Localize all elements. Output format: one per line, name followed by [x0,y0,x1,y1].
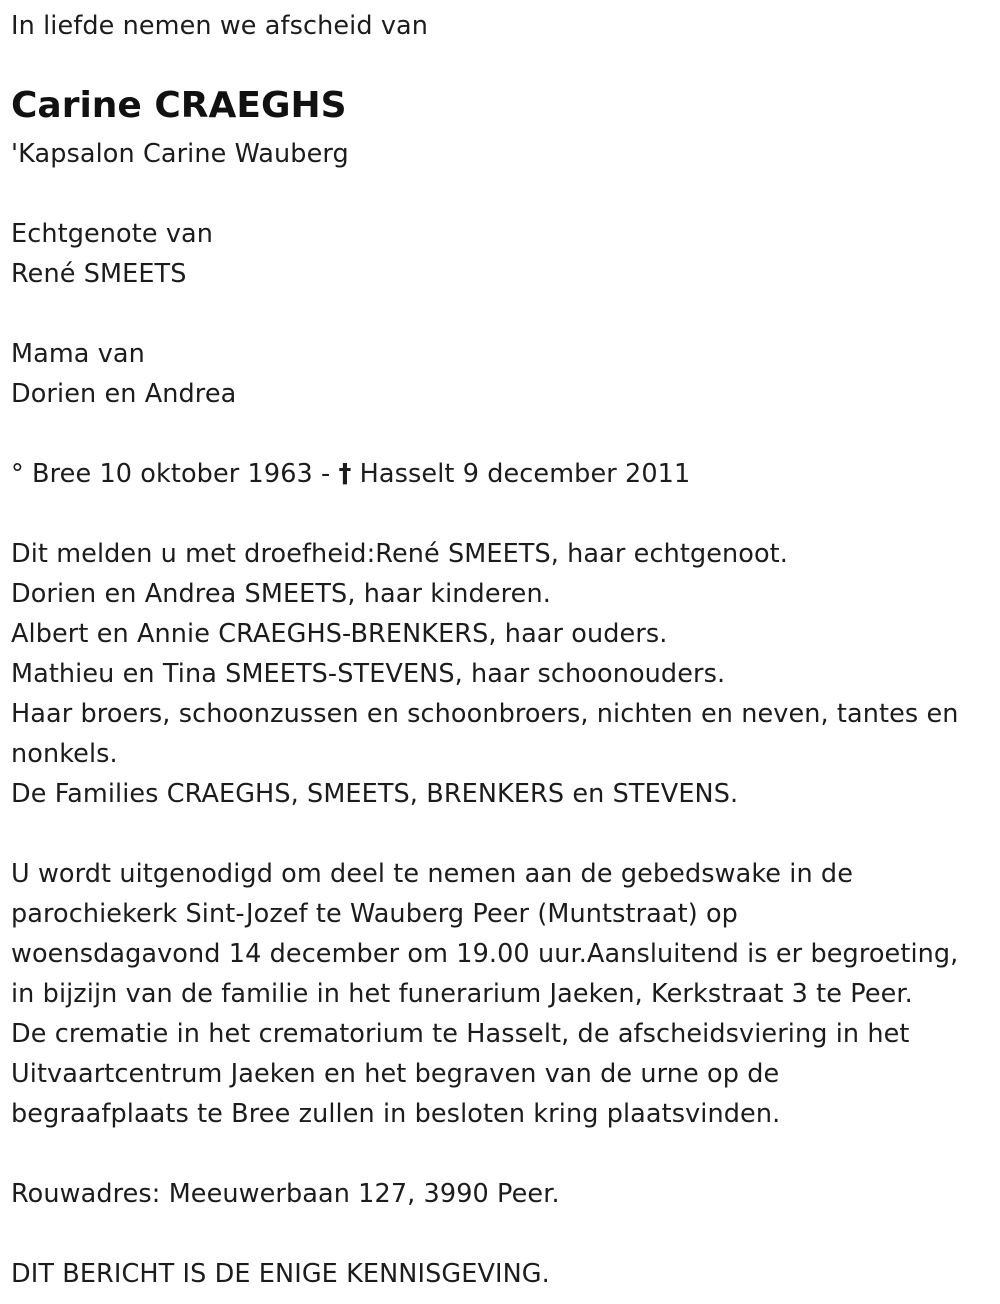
children-names: Dorien en Andrea [11,379,237,409]
ceremony-line: parochiekerk Sint-Jozef te Wauberg Peer (Muntstraat) op [11,899,738,929]
children-label: Mama van [11,339,145,369]
ceremony-line: woensdagavond 14 december om 19.00 uur.Aansluitend is er begroeting, [11,939,959,969]
ceremony-line: begraafplaats te Bree zullen in besloten kring plaatsvinden. [11,1099,781,1129]
mourners-list [11,534,996,814]
deceased-name: Carine CRAEGHS [11,85,347,126]
death-date: Hasselt 9 december 2011 [359,459,691,489]
mourning-address: Rouwadres: Meeuwerbaan 127, 3990 Peer. [11,1179,560,1209]
birth-date: ° Bree 10 oktober 1963 - [11,459,331,489]
ceremony-line: in bijzijn van de familie in het funerarium Jaeken, Kerkstraat 3 te Peer. [11,979,913,1009]
mourner-line: Haar broers, schoonzussen en schoonbroers, nichten en neven, tantes en [11,699,959,729]
spacer [11,494,996,534]
spacer [11,294,996,334]
mourner-line: De Families CRAEGHS, SMEETS, BRENKERS en STEVENS. [11,779,739,809]
mourner-line: Albert en Annie CRAEGHS-BRENKERS, haar ouders. [11,619,668,649]
official-notice: DIT BERICHT IS DE ENIGE KENNISGEVING. [11,1259,550,1289]
obituary-body [11,134,996,1294]
spacer [11,814,996,854]
spouse-label: Echtgenote van [11,219,214,249]
spacer [11,1214,996,1254]
spouse-name: René SMEETS [11,259,187,289]
mourner-line: Dorien en Andrea SMEETS, haar kinderen. [11,579,551,609]
spacer [11,414,996,454]
ceremony-line: Uitvaartcentrum Jaeken en het begraven van de urne op de [11,1059,780,1089]
business-name: 'Kapsalon Carine Wauberg [11,139,349,169]
cross-icon: † [338,459,352,489]
spacer [11,1134,996,1174]
intro-line: In liefde nemen we afscheid van [11,11,429,41]
ceremony-line: U wordt uitgenodigd om deel te nemen aan de gebedswake in de [11,859,854,889]
life-dates [11,454,996,494]
mourner-line: nonkels. [11,739,118,769]
mourner-line: Mathieu en Tina SMEETS-STEVENS, haar schoonouders. [11,659,726,689]
spacer [11,174,996,214]
mourner-line: Dit melden u met droefheid:René SMEETS, haar echtgenoot. [11,539,788,569]
ceremony-line: De crematie in het crematorium te Hasselt, de afscheidsviering in het [11,1019,910,1049]
ceremony-text [11,854,996,1134]
